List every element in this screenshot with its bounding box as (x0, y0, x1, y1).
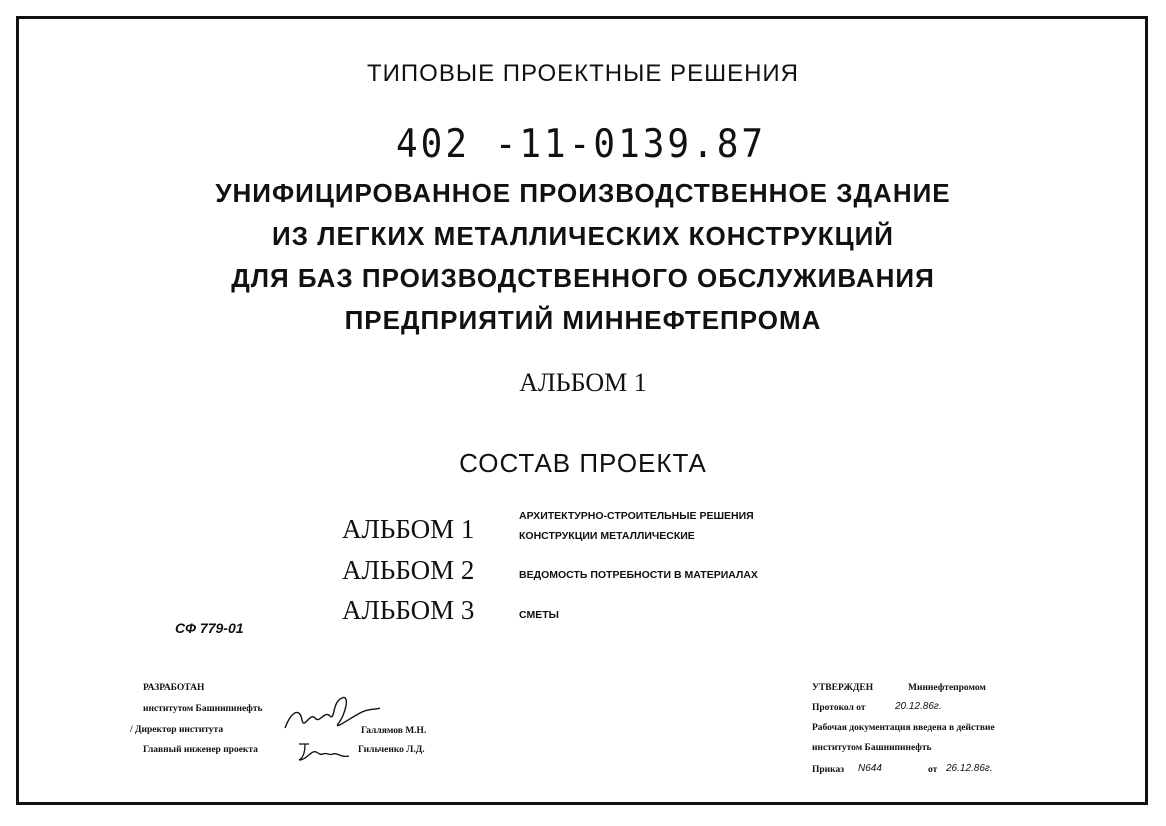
order-label: Приказ (812, 765, 845, 775)
album-1-line-1: АРХИТЕКТУРНО-СТРОИТЕЛЬНЫЕ РЕШЕНИЯ (519, 510, 754, 522)
engineer-role: Главный инженер проекта (143, 745, 258, 755)
album-2-name: АЛЬБОМ 2 (342, 555, 475, 585)
title-line-4: ПРЕДПРИЯТИЙ МИННЕФТЕПРОМА (344, 305, 822, 335)
title-line-3: ДЛЯ БАЗ ПРОИЗВОДСТВЕННОГО ОБСЛУЖИВАНИЯ (231, 263, 935, 293)
docs-line: Рабочая документация введена в действие (812, 723, 995, 733)
album-2-line-1: ВЕДОМОСТЬ ПОТРЕБНОСТИ В МАТЕРИАЛАХ (519, 569, 758, 581)
approved-by: Миннефтепромом (908, 683, 986, 693)
project-code: 402 -11-0139.87 (396, 121, 767, 168)
series-heading: ТИПОВЫЕ ПРОЕКТНЫЕ РЕШЕНИЯ (367, 60, 799, 87)
order-from: от (928, 765, 938, 775)
approved-heading: УТВЕРЖДЕН (812, 683, 874, 693)
engineer-signature (295, 738, 355, 766)
album-3-line-1: СМЕТЫ (519, 609, 559, 621)
title-line-2: ИЗ ЛЕГКИХ МЕТАЛЛИЧЕСКИХ КОНСТРУКЦИЙ (272, 221, 894, 251)
protocol-label: Протокол от (812, 703, 866, 713)
order-number: N644 (858, 763, 882, 774)
engineer-name: Гильченко Л.Д. (358, 745, 425, 755)
composition-heading: СОСТАВ ПРОЕКТА (459, 448, 707, 478)
developed-institute: институтом Башнипинефть (143, 704, 263, 714)
director-name: Галлямов М.Н. (361, 726, 427, 736)
album-1-name: АЛЬБОМ 1 (342, 514, 475, 544)
director-signature (280, 690, 390, 740)
docs-institute: институтом Башнипинефть (812, 743, 932, 753)
order-date: 26.12.86г. (946, 763, 993, 774)
director-role: / Директор института (130, 725, 224, 735)
protocol-date: 20.12.86г. (895, 701, 942, 712)
developed-heading: РАЗРАБОТАН (143, 683, 205, 693)
album-1-line-2: КОНСТРУКЦИИ МЕТАЛЛИЧЕСКИЕ (519, 530, 695, 542)
director-role-text: Директор института (135, 725, 224, 735)
album-3-name: АЛЬБОМ 3 (342, 595, 475, 625)
album-label: АЛЬБОМ 1 (519, 368, 647, 397)
title-line-1: УНИФИЦИРОВАННОЕ ПРОИЗВОДСТВЕННОЕ ЗДАНИЕ (215, 178, 951, 208)
sheet-code: СФ 779-01 (175, 620, 244, 636)
